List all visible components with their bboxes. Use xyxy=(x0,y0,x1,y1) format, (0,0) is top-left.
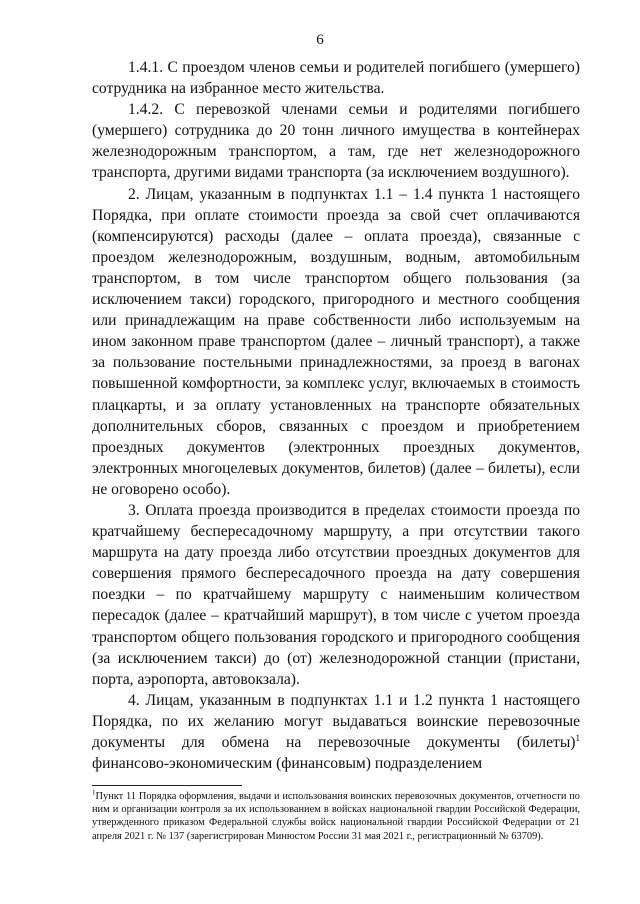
footnote xyxy=(92,790,580,843)
page-number: 6 xyxy=(316,32,324,48)
footnote-reference[interactable]: 1 xyxy=(575,732,580,743)
paragraph-4-text-start: 4. Лицам, указанным в подпунктах 1.1 и 1.2 пункта 1 настоящего Порядка, по их желанию могут выдаваться воинские перевозочные документы для обмена на перевозочные документы (билеты) xyxy=(92,691,580,751)
paragraph-2: 2. Лицам, указанным в подпунктах 1.1 – 1.4 пункта 1 настоящего Порядка, при оплате стоимости проезда за свой счет оплачиваются (компенсируются) расходы (далее – оплата проезда), связанные с проездом железнодорожным, воздушным, водным, автомобильным транспортом, в том числе транспортом общего пользования (за исключением такси) городского, пригородного и местного сообщения или принадлежащим на праве собственности либо используемым на ином законном праве транспортом (далее – личный транспорт), а также за пользование постельными принадлежностями, за проезд в вагонах повышенной комфортности, за комплекс услуг, включаемых в стоимость плацкарты, и за оплату установленных на транспорте обязательных дополнительных сборов, связанных с проездом и приобретением проездных документов (электронных проездных документов, электронных многоцелевых документов, билетов) (далее – билеты), если не оговорено особо). xyxy=(92,185,580,498)
footnote-divider xyxy=(92,785,242,786)
footnote-text: Пункт 11 Порядка оформления, выдачи и использования воинских перевозочных документов, отчетности по ним и организации контроля за их использованием в войсках национальной гвардии Российской Федерации, утвержденного приказом Федеральной службы войск национальной гвардии Российской Федерации от 21 апреля 2021 г. № 137 (зарегистрирован Минюстом России 31 мая 2021 г., регистрационный № 63709). xyxy=(92,791,580,842)
document-body xyxy=(92,57,580,774)
paragraph-1-4-1: 1.4.1. С проездом членов семьи и родителей погибшего (умершего) сотрудника на избранное место жительства. xyxy=(92,59,580,98)
paragraph-1-4-2: 1.4.2. С перевозкой членами семьи и родителями погибшего (умершего) сотрудника до 20 тонн личного имущества в контейнерах железнодорожным транспортом, а там, где нет железнодорожного транспорта, другими видами транспорта (за исключением воздушного). xyxy=(92,101,580,182)
paragraph-4-text-end: финансово-экономическим (финансовым) подразделением xyxy=(92,755,483,773)
paragraph-3: 3. Оплата проезда производится в пределах стоимости проезда по кратчайшему беспересадочному маршруту, а при отсутствии такого маршрута на дату проезда либо отсутствии проездных документов для совершения прямого беспересадочного проезда на дату совершения поездки – по кратчайшему маршруту с наименьшим количеством пересадок (далее – кратчайший маршрут), в том числе с учетом проезда транспортом общего пользования городского и пригородного сообщения (за исключением такси) до (от) железнодорожной станции (пристани, порта, аэропорта, автовокзала). xyxy=(92,501,580,688)
paragraph-4 xyxy=(92,690,580,774)
footnote-mark: 1 xyxy=(92,788,96,797)
